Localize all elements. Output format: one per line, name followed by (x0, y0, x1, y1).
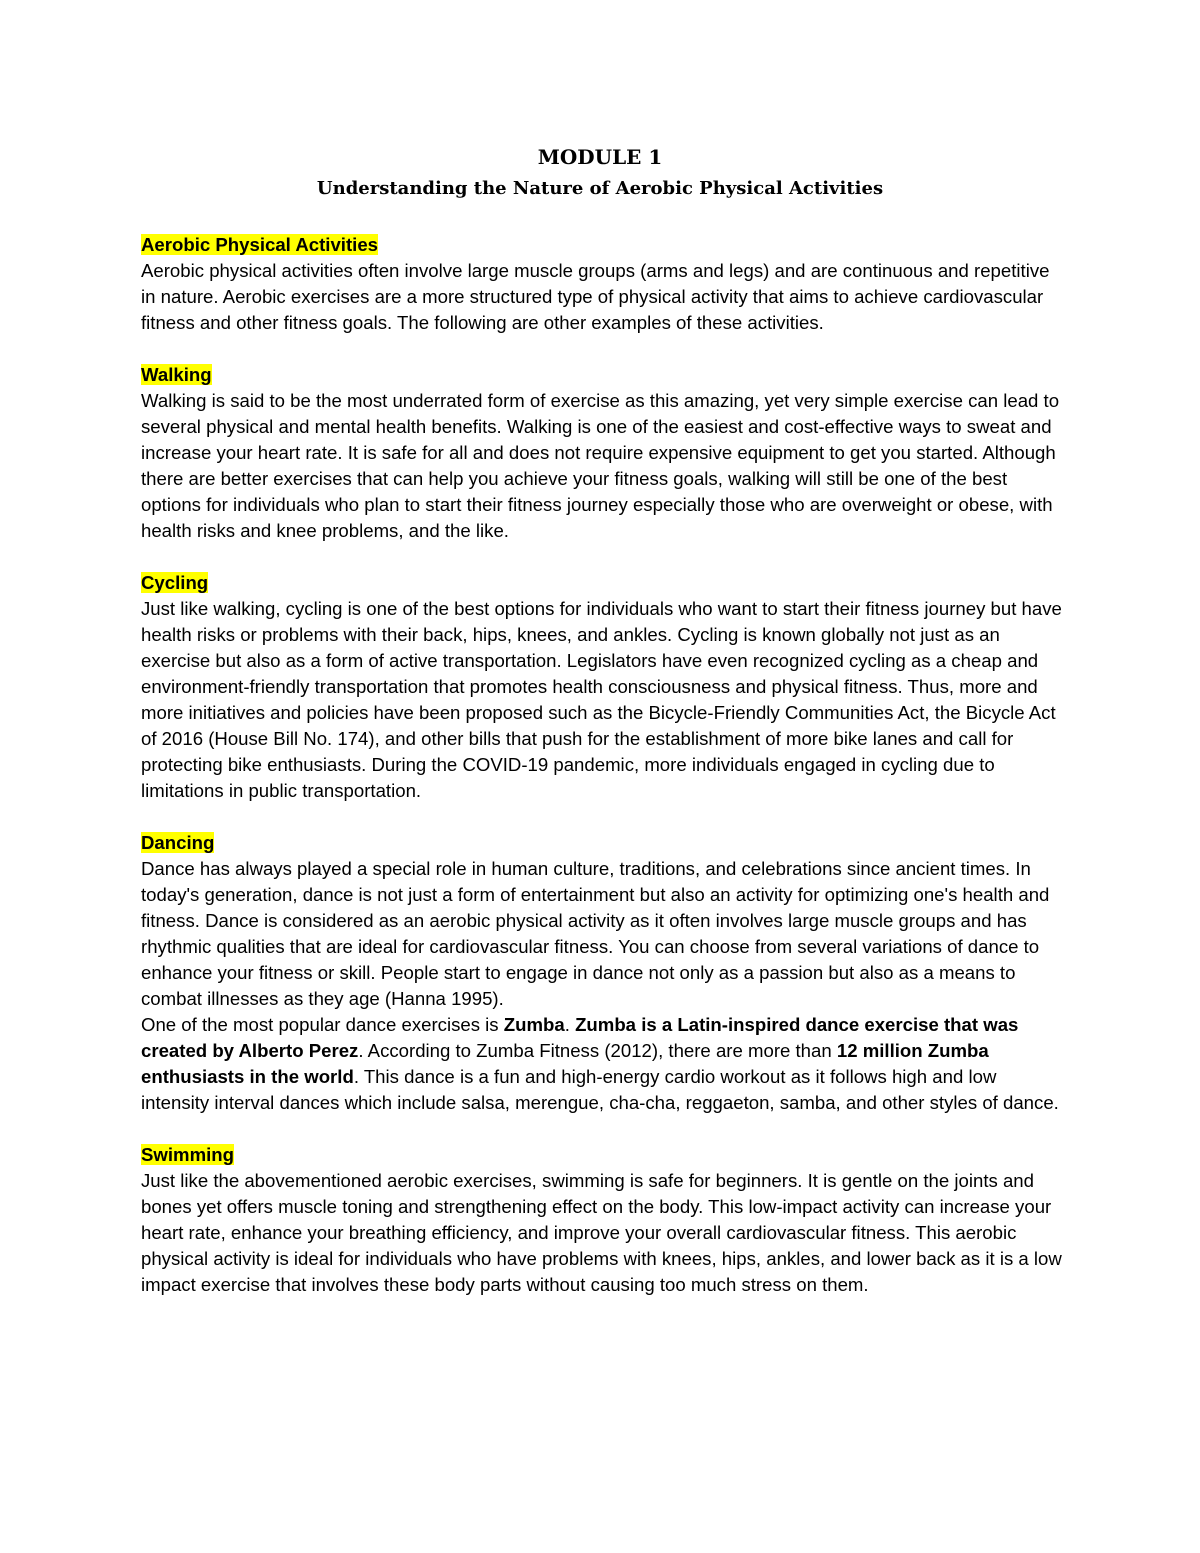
zumba-bold-1: Zumba (503, 1014, 565, 1035)
zumba-bold-3: 12 million Zumba enthusiasts in the world (141, 1040, 989, 1087)
zumba-bold-2: Zumba is a Latin-inspired dance exercise that was created by Alberto Perez (141, 1014, 1019, 1061)
module-subtitle: Understanding the Nature of Aerobic Physical Activities (316, 178, 884, 199)
section-dancing (141, 830, 1066, 1116)
zumba-paragraph (141, 1012, 1066, 1116)
section-walking (141, 362, 1066, 544)
zumba-text-4: . This dance is a fun and high-energy cardio workout as it follows high and low intensity interval dances which include salsa, merengue, cha-cha, reggaeton, samba, and other styles of dance. (141, 1066, 1059, 1113)
module-title: MODULE 1 (537, 145, 663, 169)
section-body-swimming: Just like the abovementioned aerobic exercises, swimming is safe for beginners. It is gentle on the joints and bones yet offers muscle toning and strengthening effect on the body. This low-impact activity can increase your heart rate, enhance your breathing efficiency, and improve your overall cardiovascular fitness. This aerobic physical activity is ideal for individuals who have problems with knees, hips, ankles, and lower back as it is a low impact exercise that involves these body parts without causing too much stress on them. (141, 1170, 1062, 1295)
section-body-dancing: Dance has always played a special role in human culture, traditions, and celebrations since ancient times. In today's generation, dance is not just a form of entertainment but also an activity for optimizing one's health and fitness. Dance is considered as an aerobic physical activity as it often involves large muscle groups and has rhythmic qualities that are ideal for cardiovascular fitness. You can choose from several variations of dance to enhance your fitness or skill. People start to engage in dance not only as a passion but also as a means to combat illnesses as they age (Hanna 1995). (141, 858, 1050, 1009)
section-cycling (141, 570, 1066, 804)
section-body-walking: Walking is said to be the most underrated form of exercise as this amazing, yet very simple exercise can lead to several physical and mental health benefits. Walking is one of the easiest and cost-effective ways to sweat and increase your heart rate. It is safe for all and does not require expensive equipment to get you started. Although there are better exercises that can help you achieve your fitness goals, walking will still be one of the best options for individuals who plan to start their fitness journey especially those who are overweight or obese, with health risks and knee problems, and the like. (141, 390, 1060, 541)
section-heading-cycling: Cycling (141, 572, 209, 593)
section-heading-aerobic: Aerobic Physical Activities (141, 234, 378, 255)
zumba-text-1: One of the most popular dance exercises is (141, 1014, 504, 1035)
section-swimming (141, 1142, 1066, 1298)
section-body-aerobic: Aerobic physical activities often involve large muscle groups (arms and legs) and are continuous and repetitive in nature. Aerobic exercises are a more structured type of physical activity that aims to achieve cardiovascular fitness and other fitness goals. The following are other examples of these activities. (141, 260, 1050, 333)
title-block (0, 142, 1200, 204)
section-aerobic (141, 232, 1066, 336)
section-heading-swimming: Swimming (141, 1144, 234, 1165)
zumba-text-3: . According to Zumba Fitness (2012), there are more than (358, 1040, 837, 1061)
section-heading-walking: Walking (141, 364, 212, 385)
section-body-cycling: Just like walking, cycling is one of the best options for individuals who want to start their fitness journey but have health risks or problems with their back, hips, knees, and ankles. Cycling is known globally not just as an exercise but also as a form of active transportation. Legislators have even recognized cycling as a cheap and environment-friendly transportation that promotes health consciousness and physical fitness. Thus, more and more initiatives and policies have been proposed such as the Bicycle-Friendly Communities Act, the Bicycle Act of 2016 (House Bill No. 174), and other bills that push for the establishment of more bike lanes and call for protecting bike enthusiasts. During the COVID-19 pandemic, more individuals engaged in cycling due to limitations in public transportation. (141, 598, 1062, 801)
section-heading-dancing: Dancing (141, 832, 215, 853)
document-body (141, 232, 1066, 1324)
zumba-text-2: . (564, 1014, 576, 1035)
